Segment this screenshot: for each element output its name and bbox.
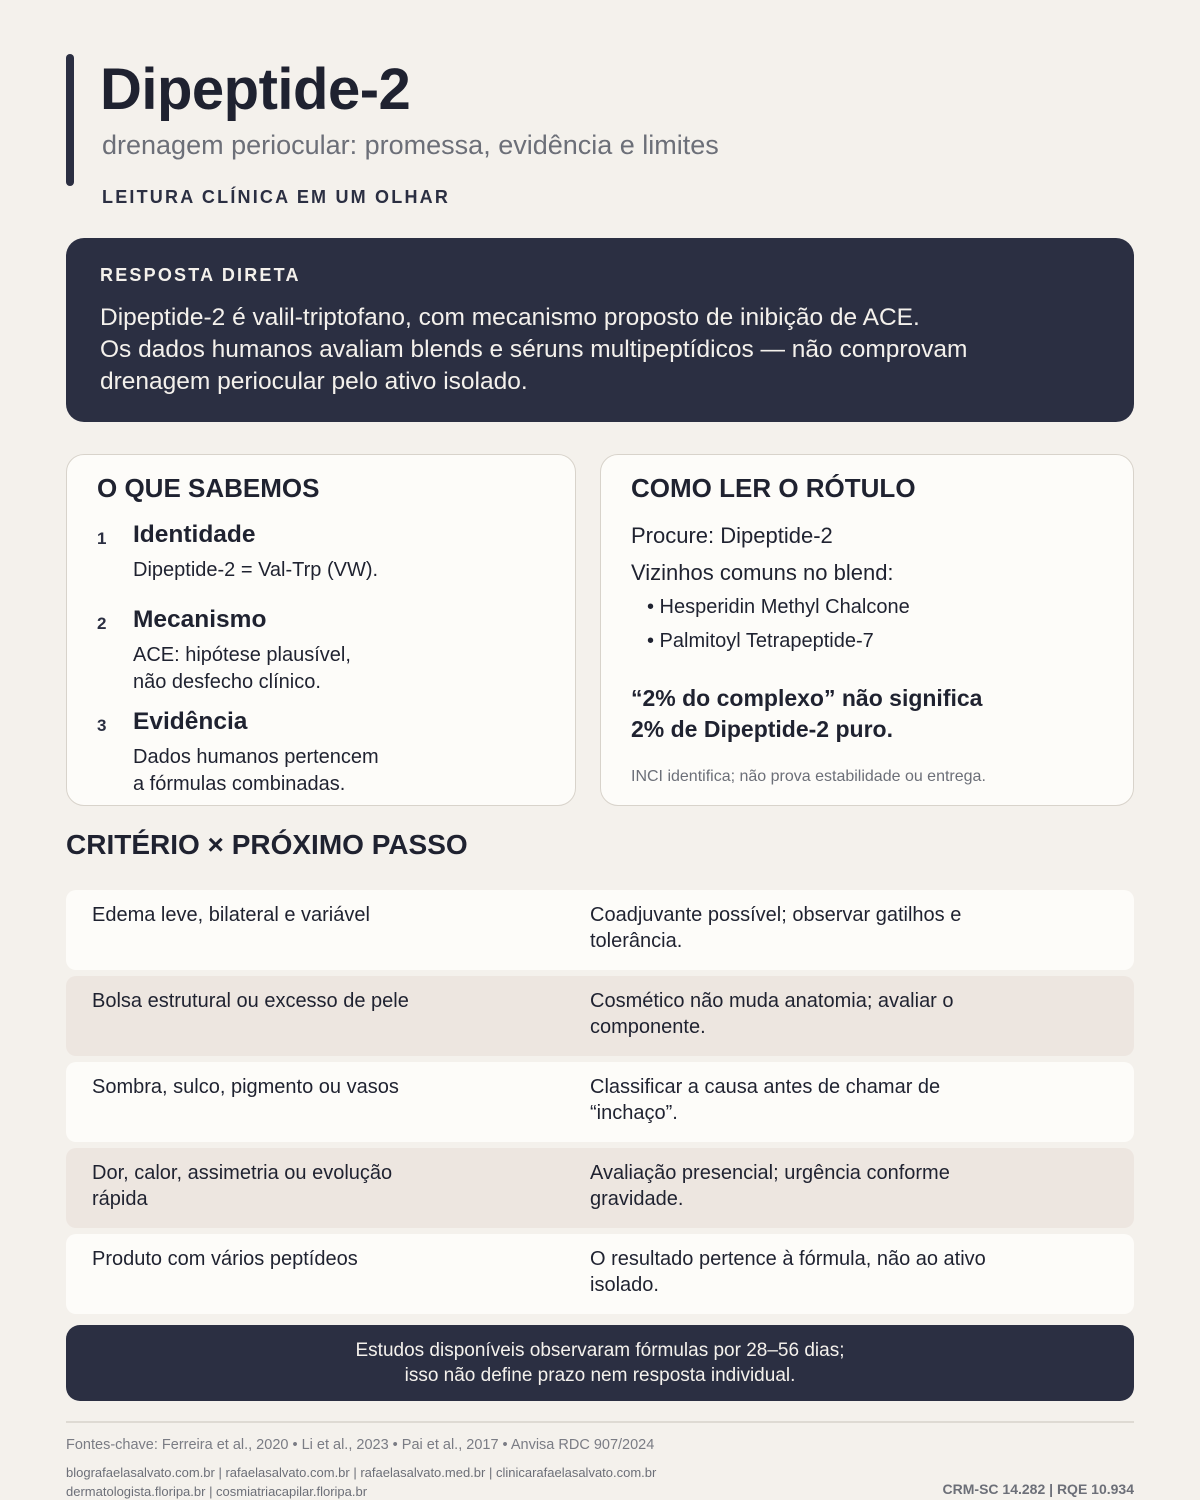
table-row <box>66 976 1134 1056</box>
item-number: 1 <box>97 529 107 548</box>
footer-sources: Fontes-chave: Ferreira et al., 2020 • Li et al., 2023 • Pai et al., 2017 • Anvisa RDC 907/2024 <box>66 1437 655 1453</box>
duration-note-line: isso não define prazo nem resposta individual. <box>404 1365 796 1386</box>
item-body-line: Dados humanos pertencem <box>133 746 379 768</box>
duration-note-line: Estudos disponíveis observaram fórmulas por 28–56 dias; <box>355 1340 845 1361</box>
direct-answer-label: RESPOSTA DIRETA <box>100 265 301 285</box>
inci-note: INCI identifica; não prova estabilidade ou entrega. <box>631 768 986 785</box>
item-body-line: a fórmulas combinadas. <box>133 773 346 795</box>
criteria-table <box>66 890 1134 1320</box>
item-body-line: ACE: hipótese plausível, <box>133 644 351 666</box>
duration-note <box>66 1325 1134 1401</box>
item-body <box>133 642 351 696</box>
direct-answer-line: drenagem periocular pelo ativo isolado. <box>100 368 528 395</box>
item-heading: Evidência <box>133 708 248 735</box>
what-we-know-card <box>66 454 576 806</box>
label-procure: Procure: Dipeptide-2 <box>631 523 833 548</box>
label-warning <box>631 683 982 745</box>
next-step-cell: O resultado pertence à fórmula, não ao ativo isolado. <box>590 1248 986 1296</box>
item-body <box>133 557 378 584</box>
label-reading-title: COMO LER O RÓTULO <box>631 473 916 503</box>
footer-links <box>66 1463 656 1500</box>
item-number: 2 <box>97 614 107 633</box>
next-step-cell: Coadjuvante possível; observar gatilhos e tolerância. <box>590 904 962 952</box>
page-title: Dipeptide-2 <box>100 57 411 122</box>
direct-answer-text <box>100 302 1100 398</box>
direct-answer-line: Dipeptide-2 é valil-triptofano, com mecanismo proposto de inibição de ACE. <box>100 304 920 331</box>
page-kicker: LEITURA CLÍNICA EM UM OLHAR <box>102 187 451 207</box>
page-header <box>66 54 1134 214</box>
table-row <box>66 1234 1134 1314</box>
direct-answer-line: Os dados humanos avaliam blends e séruns multipeptídicos — não comprovam <box>100 336 968 363</box>
criteria-title: CRITÉRIO × PRÓXIMO PASSO <box>66 829 468 860</box>
criterion-cell: Produto com vários peptídeos <box>92 1248 358 1270</box>
next-step-cell: Cosmético não muda anatomia; avaliar o componente. <box>590 990 954 1038</box>
footer-crm: CRM-SC 14.282 | RQE 10.934 <box>942 1481 1134 1497</box>
label-warning-line: “2% do complexo” não significa <box>631 685 983 711</box>
accent-bar <box>66 54 74 186</box>
page-subtitle: drenagem periocular: promessa, evidência e limites <box>102 130 719 160</box>
item-number: 3 <box>97 716 107 735</box>
label-reading-card <box>600 454 1134 806</box>
next-step-cell: Avaliação presencial; urgência conforme gravidade. <box>590 1162 950 1210</box>
table-row <box>66 1062 1134 1142</box>
footer-link-line: dermatologista.floripa.br | cosmiatriacapilar.floripa.br <box>66 1484 368 1499</box>
footer-link-line: blografaelasalvato.com.br | rafaelasalvato.com.br | rafaelasalvato.med.br | clinicarafaelasalvato.com.br <box>66 1465 657 1480</box>
table-row <box>66 1148 1134 1228</box>
criterion-cell: Bolsa estrutural ou excesso de pele <box>92 990 409 1012</box>
label-neighbors: Vizinhos comuns no blend: <box>631 560 894 585</box>
direct-answer-panel <box>66 238 1134 422</box>
criterion-cell: Dor, calor, assimetria ou evolução rápida <box>92 1162 393 1210</box>
what-we-know-title: O QUE SABEMOS <box>97 473 320 503</box>
next-step-cell: Classificar a causa antes de chamar de “inchaço”. <box>590 1076 941 1124</box>
criterion-cell: Edema leve, bilateral e variável <box>92 904 370 926</box>
item-heading: Identidade <box>133 521 256 548</box>
item-body <box>133 744 379 798</box>
label-warning-line: 2% de Dipeptide-2 puro. <box>631 716 893 742</box>
blend-item: • Hesperidin Methyl Chalcone <box>647 596 910 618</box>
item-body-line: não desfecho clínico. <box>133 671 321 693</box>
item-heading: Mecanismo <box>133 606 267 633</box>
footer-divider <box>66 1421 1134 1423</box>
item-body-line: Dipeptide-2 = Val-Trp (VW). <box>133 559 379 581</box>
blend-item: • Palmitoyl Tetrapeptide-7 <box>647 630 874 652</box>
table-row <box>66 890 1134 970</box>
criterion-cell: Sombra, sulco, pigmento ou vasos <box>92 1076 399 1098</box>
